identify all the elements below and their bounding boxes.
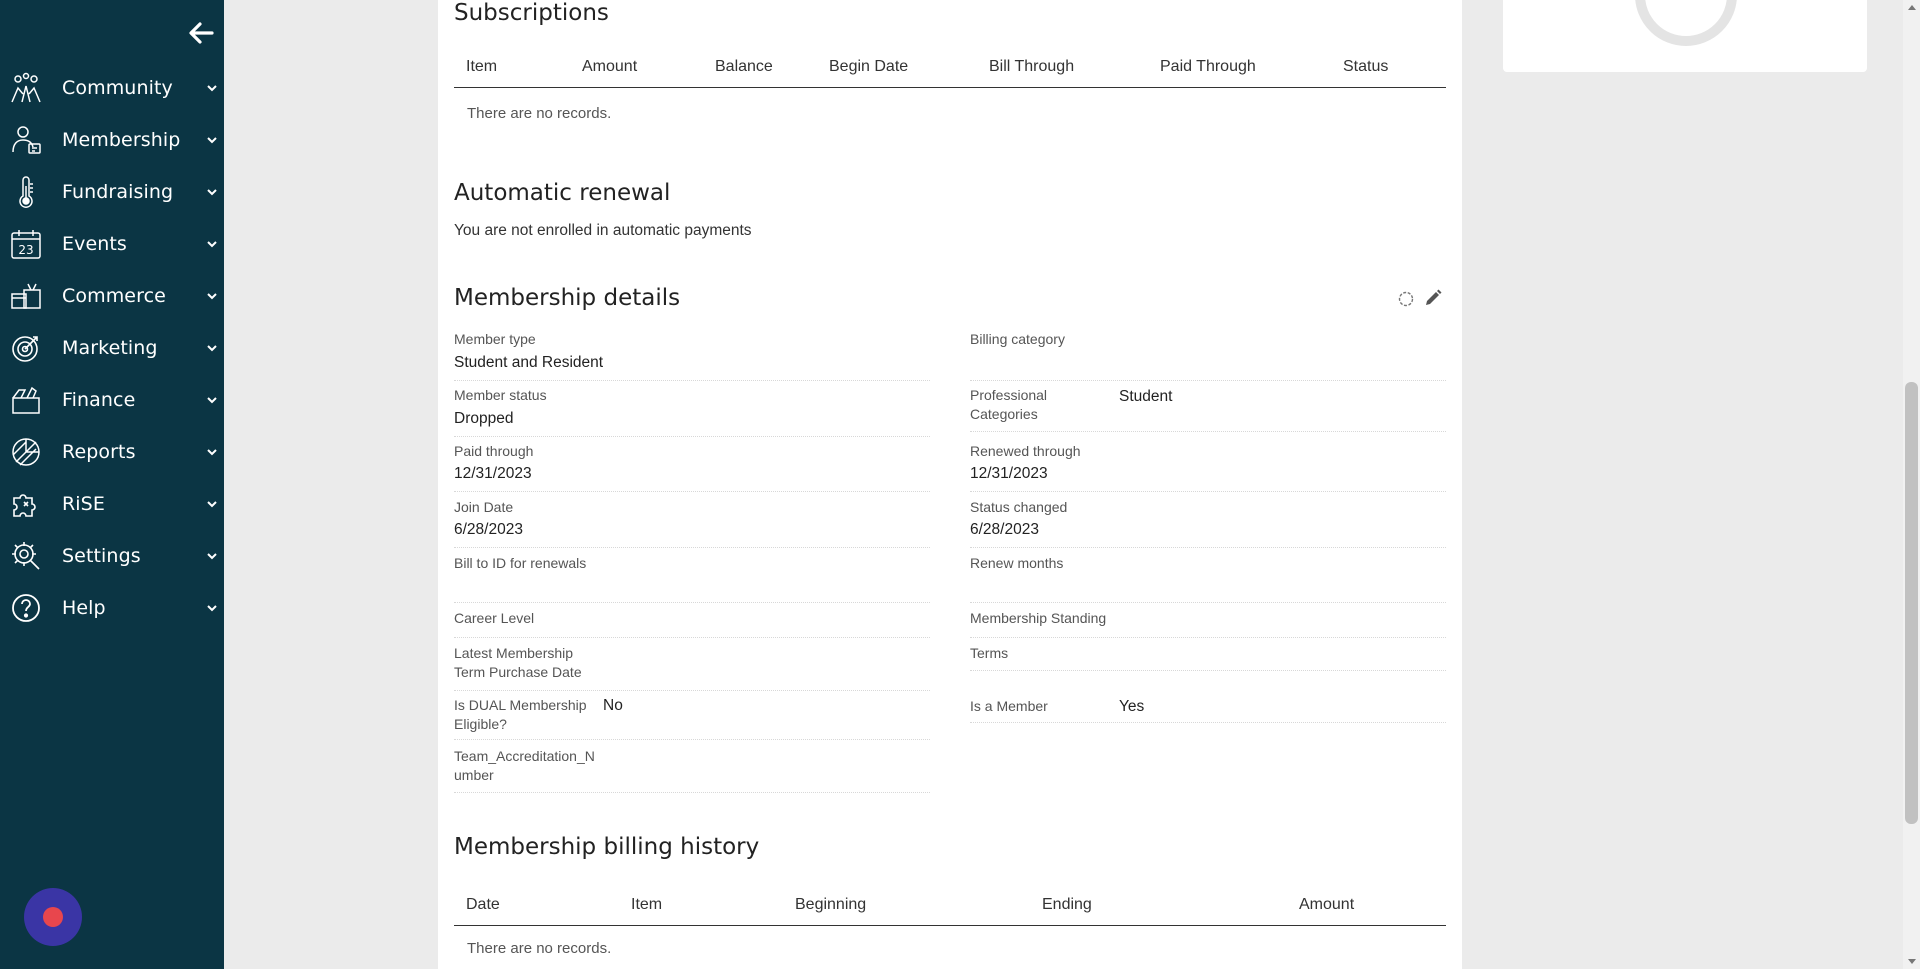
field-label: Professional Categories bbox=[970, 387, 1048, 422]
field-renew-months bbox=[970, 550, 1446, 603]
sidebar-item-commerce[interactable] bbox=[0, 270, 224, 322]
chevron-down-icon bbox=[206, 134, 218, 146]
field-join-date bbox=[454, 494, 930, 548]
refresh-icon[interactable] bbox=[1395, 288, 1417, 310]
field-label: Is a Member bbox=[970, 698, 1048, 714]
field-value: 6/28/2023 bbox=[454, 521, 523, 538]
field-value: 6/28/2023 bbox=[970, 521, 1039, 538]
sidebar-item-membership[interactable] bbox=[0, 114, 224, 166]
field-label: Latest Membership Term Purchase Date bbox=[454, 645, 582, 680]
field-membership-standing bbox=[970, 605, 1446, 638]
target-icon bbox=[9, 331, 43, 365]
reports-icon bbox=[9, 435, 43, 469]
field-label: Paid through bbox=[454, 443, 534, 459]
billing-history-empty-text: There are no records. bbox=[467, 940, 612, 957]
column-header[interactable]: Date bbox=[466, 896, 500, 913]
field-terms bbox=[970, 640, 1446, 671]
sidebar-item-label: Marketing bbox=[62, 337, 158, 359]
field-label: Is DUAL Membership Eligible? bbox=[454, 697, 587, 732]
page-scrollbar[interactable] bbox=[1903, 0, 1920, 969]
field-value: No bbox=[603, 697, 623, 714]
arrow-left-icon[interactable] bbox=[186, 18, 216, 48]
subscriptions-table-header bbox=[454, 50, 1446, 88]
field-value: Student bbox=[1119, 388, 1173, 405]
sidebar-item-label: Fundraising bbox=[62, 181, 174, 203]
field-value: 12/31/2023 bbox=[970, 465, 1048, 482]
help-icon bbox=[9, 591, 43, 625]
scroll-up-icon[interactable] bbox=[1908, 5, 1916, 10]
sidebar-item-fundraising[interactable] bbox=[0, 166, 224, 218]
sidebar-item-label: Finance bbox=[62, 389, 136, 411]
field-status-changed bbox=[970, 494, 1446, 548]
donut-chart-icon bbox=[1503, 0, 1867, 72]
field-label: Member type bbox=[454, 331, 536, 347]
chevron-down-icon bbox=[206, 550, 218, 562]
membership-icon bbox=[9, 123, 43, 157]
sidebar-item-label: Help bbox=[62, 597, 106, 619]
field-billing-category bbox=[970, 326, 1446, 381]
calendar-icon bbox=[9, 227, 43, 261]
field-label: Terms bbox=[970, 645, 1009, 661]
sidebar-item-reports[interactable] bbox=[0, 426, 224, 478]
field-career-level bbox=[454, 605, 930, 638]
chevron-down-icon bbox=[206, 498, 218, 510]
sidebar-item-marketing[interactable] bbox=[0, 322, 224, 374]
column-header[interactable]: Ending bbox=[1042, 896, 1092, 913]
column-header[interactable]: Status bbox=[1343, 58, 1389, 75]
billing-history-table-header bbox=[454, 888, 1446, 926]
field-label: Bill to ID for renewals bbox=[454, 555, 587, 571]
sidebar-item-help[interactable] bbox=[0, 582, 224, 634]
chevron-down-icon bbox=[206, 238, 218, 250]
column-header[interactable]: Balance bbox=[715, 58, 773, 75]
edit-pencil-icon[interactable] bbox=[1422, 287, 1444, 309]
column-header[interactable]: Begin Date bbox=[829, 58, 909, 75]
sidebar-item-label: Commerce bbox=[62, 285, 166, 307]
sidebar-item-label: Events bbox=[62, 233, 127, 255]
sidebar bbox=[0, 0, 224, 969]
field-label: Membership Standing bbox=[970, 610, 1107, 626]
field-label: Billing category bbox=[970, 331, 1065, 347]
field-label: Member status bbox=[454, 387, 547, 403]
field-professional-categories bbox=[970, 382, 1446, 432]
field-label: Renew months bbox=[970, 555, 1064, 571]
subscriptions-empty-text: There are no records. bbox=[467, 105, 612, 122]
commerce-icon bbox=[9, 279, 43, 313]
sidebar-item-rise[interactable] bbox=[0, 478, 224, 530]
chevron-down-icon bbox=[206, 446, 218, 458]
column-header[interactable]: Bill Through bbox=[989, 58, 1075, 75]
puzzle-icon bbox=[9, 487, 43, 521]
summary-card bbox=[1503, 0, 1867, 72]
field-member-type bbox=[454, 326, 930, 381]
chat-icon bbox=[43, 907, 63, 927]
chevron-down-icon bbox=[206, 290, 218, 302]
chevron-down-icon bbox=[206, 394, 218, 406]
sidebar-item-label: Membership bbox=[62, 129, 181, 151]
sidebar-item-label: Settings bbox=[62, 545, 141, 567]
finance-icon bbox=[9, 383, 43, 417]
sidebar-item-label: Reports bbox=[62, 441, 136, 463]
thermometer-icon bbox=[9, 175, 43, 209]
field-value: Student and Resident bbox=[454, 354, 604, 371]
automatic-renewal-text: You are not enrolled in automatic payments bbox=[454, 222, 752, 239]
field-team-accreditation-number bbox=[454, 743, 930, 793]
column-header[interactable]: Amount bbox=[1299, 896, 1355, 913]
settings-icon bbox=[9, 539, 43, 573]
field-label: Status changed bbox=[970, 499, 1068, 515]
sidebar-item-settings[interactable] bbox=[0, 530, 224, 582]
field-label: Renewed through bbox=[970, 443, 1081, 459]
chat-launcher-button[interactable] bbox=[24, 888, 82, 946]
field-renewed-through bbox=[970, 438, 1446, 492]
field-latest-term-purchase-date bbox=[454, 640, 930, 691]
subscriptions-title: Subscriptions bbox=[454, 0, 609, 26]
scrollbar-thumb[interactable] bbox=[1905, 382, 1918, 824]
field-value: 12/31/2023 bbox=[454, 465, 532, 482]
field-label: Team_Accreditation_Number bbox=[454, 748, 595, 783]
field-value: Dropped bbox=[454, 410, 514, 427]
column-header[interactable]: Amount bbox=[582, 58, 638, 75]
sidebar-item-finance[interactable] bbox=[0, 374, 224, 426]
sidebar-item-community[interactable] bbox=[0, 62, 224, 114]
field-label: Career Level bbox=[454, 610, 535, 626]
chevron-down-icon bbox=[206, 342, 218, 354]
field-value: Yes bbox=[1119, 698, 1145, 715]
field-paid-through bbox=[454, 438, 930, 492]
sidebar-item-label: Community bbox=[62, 77, 173, 99]
field-bill-to-id bbox=[454, 550, 930, 603]
chevron-down-icon bbox=[206, 186, 218, 198]
chevron-down-icon bbox=[206, 82, 218, 94]
community-icon bbox=[9, 71, 43, 105]
scroll-down-icon[interactable] bbox=[1908, 959, 1916, 964]
membership-details-title: Membership details bbox=[454, 285, 681, 311]
column-header[interactable]: Beginning bbox=[795, 896, 867, 913]
field-dual-membership-eligible bbox=[454, 693, 930, 740]
field-member-status bbox=[454, 382, 930, 437]
field-is-a-member bbox=[970, 693, 1446, 723]
billing-history-title: Membership billing history bbox=[454, 834, 760, 860]
chevron-down-icon bbox=[206, 602, 218, 614]
sidebar-item-label: RiSE bbox=[62, 493, 105, 515]
column-header[interactable]: Item bbox=[631, 896, 663, 913]
sidebar-item-events[interactable] bbox=[0, 218, 224, 270]
column-header[interactable]: Item bbox=[466, 58, 498, 75]
field-label: Join Date bbox=[454, 499, 514, 515]
sidebar-nav bbox=[0, 62, 224, 634]
column-header[interactable]: Paid Through bbox=[1160, 58, 1256, 75]
calendar-day-text: 23 bbox=[18, 243, 34, 257]
automatic-renewal-title: Automatic renewal bbox=[454, 180, 671, 206]
